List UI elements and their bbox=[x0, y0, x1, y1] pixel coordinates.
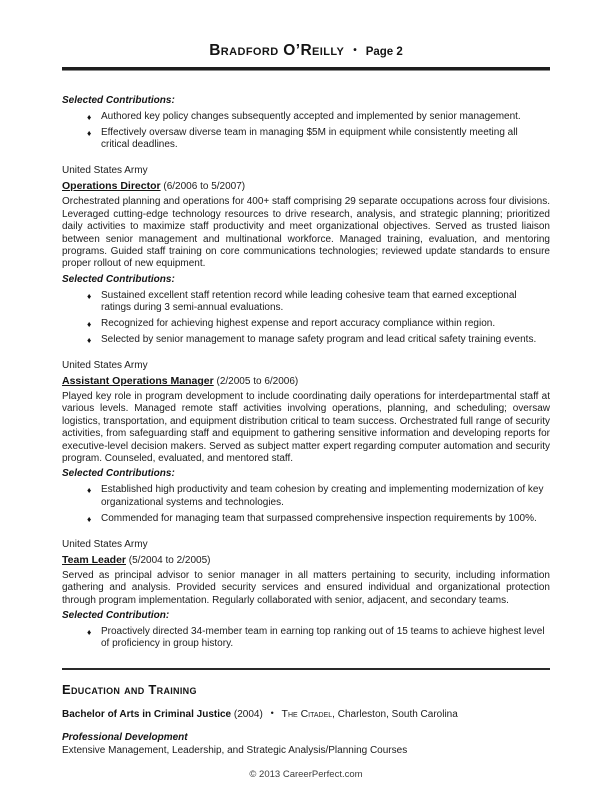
employer-name: United States Army bbox=[62, 538, 148, 550]
job-dates: (6/2006 to 5/2007) bbox=[163, 181, 246, 193]
diamond-bullet-icon: ♦ bbox=[87, 627, 92, 638]
job-title-line bbox=[62, 374, 550, 389]
copyright-footer bbox=[62, 769, 550, 780]
carryover-contributions-section bbox=[62, 95, 550, 151]
diamond-bullet-icon: ♦ bbox=[87, 485, 92, 496]
bullet-text: Effectively oversaw diverse team in managing $5M in equipment while consistently meeting all critical deadlines. bbox=[101, 126, 518, 151]
diamond-bullet-icon: ♦ bbox=[87, 334, 92, 345]
bullet-text: Authored key policy changes subsequently accepted and implemented by senior management. bbox=[101, 111, 521, 122]
bullet-text: Proactively directed 34-member team in earning top ranking out of 15 teams to achieve highest level of proficiency in group history. bbox=[101, 626, 545, 650]
list-item bbox=[62, 290, 550, 315]
school-location: , Charleston, South Carolina bbox=[332, 708, 458, 720]
professional-development-heading: Professional Development bbox=[62, 731, 188, 743]
school-name: The Citadel bbox=[281, 707, 333, 720]
bullet-text: Sustained excellent staff retention record while leading cohesive team that earned exceptional ratings during 3 semi-annual evaluations. bbox=[101, 289, 517, 314]
employer-name: United States Army bbox=[62, 165, 148, 177]
diamond-bullet-icon: ♦ bbox=[87, 127, 92, 138]
job-entry-team-leader bbox=[62, 538, 550, 651]
job-summary: Played key role in program development to include coordinating daily operations for interdepartmental staff at various levels. Managed remote staff activities involving operations, planning, and scheduling; oversaw logistics, transportation, and equipment distribution critical to team success. Orchestrated full range of security activities, from safeguarding staff and equipment to gathering sensitive information and developing reports for executive-level decision makers. Served as subject matter expert regarding computer automation and security program. Counseled, evaluated, and mentored staff. bbox=[62, 391, 550, 465]
job-entry-assistant-operations-manager bbox=[62, 359, 550, 525]
diamond-bullet-icon: ♦ bbox=[87, 513, 92, 524]
list-item bbox=[62, 127, 550, 152]
header-rule bbox=[62, 67, 550, 71]
job-dates: (2/2005 to 6/2006) bbox=[216, 376, 299, 388]
degree-bullet-separator: • bbox=[270, 707, 274, 718]
contributions-heading: Selected Contributions: bbox=[62, 95, 175, 106]
list-item bbox=[62, 484, 550, 509]
candidate-name: Bradford O’Reilly bbox=[209, 42, 345, 59]
education-heading: Education and Training bbox=[62, 681, 197, 697]
job-title: Team Leader bbox=[62, 553, 126, 566]
job-entry-operations-director bbox=[62, 164, 550, 346]
job-title: Operations Director bbox=[62, 180, 161, 193]
job-title-line bbox=[62, 553, 550, 568]
header-bullet-separator: • bbox=[353, 45, 357, 56]
bullet-text: Selected by senior management to manage safety program and lead critical safety training events. bbox=[101, 333, 537, 345]
diamond-bullet-icon: ♦ bbox=[87, 290, 92, 301]
bullet-text: Commended for managing team that surpassed comprehensive inspection requirements by 100%. bbox=[101, 512, 537, 524]
diamond-bullet-icon: ♦ bbox=[87, 318, 92, 329]
contributions-heading: Selected Contributions: bbox=[62, 468, 175, 480]
bullet-text: Recognized for achieving highest expense and report accuracy compliance within region. bbox=[101, 317, 496, 329]
job-summary: Served as principal advisor to senior manager in all matters pertaining to security, including information gathering and analysis. Provided security services and ensured individual and organizational protection through program implementation. Regularly collaborated with senior, adjacent, and secondary teams. bbox=[62, 569, 550, 606]
job-summary: Orchestrated planning and operations for 400+ staff comprising 29 separate occupations across four divisions. Leveraged cutting-edge technology resources to drive research, analysis, and strategic planning; prioritized daily activities to maximize staff productivity and meet organizational objectives. Served as trusted liaison between senior management and multinational workforce. Managed training, evaluation, and mentoring programs. Guided staff training on core communications technologies; reviewed update standards to ensure proper rollout of new equipment. bbox=[62, 196, 550, 270]
job-title-line bbox=[62, 179, 550, 194]
employer-name: United States Army bbox=[62, 360, 148, 372]
job-dates: (5/2004 to 2/2005) bbox=[128, 554, 211, 566]
page-number-label: Page 2 bbox=[365, 46, 403, 58]
job-title: Assistant Operations Manager bbox=[62, 375, 214, 388]
courses-text: Extensive Management, Leadership, and Strategic Analysis/Planning Courses bbox=[62, 745, 408, 757]
degree-line bbox=[62, 707, 550, 721]
list-item bbox=[62, 626, 550, 651]
page-header bbox=[62, 42, 550, 60]
list-item bbox=[62, 334, 550, 346]
bullet-text: Established high productivity and team cohesion by creating and implementing modernization of key organizational systems and technologies. bbox=[101, 484, 544, 508]
contributions-heading: Selected Contribution: bbox=[62, 610, 170, 622]
contributions-heading: Selected Contributions: bbox=[62, 273, 175, 285]
list-item bbox=[62, 111, 550, 123]
education-section-rule bbox=[62, 668, 550, 670]
degree-year: (2004) bbox=[233, 708, 263, 720]
list-item bbox=[62, 513, 550, 525]
education-section bbox=[62, 682, 550, 758]
copyright-text: © 2013 CareerPerfect.com bbox=[249, 768, 363, 780]
degree-name: Bachelor of Arts in Criminal Justice bbox=[62, 708, 232, 720]
list-item bbox=[62, 318, 550, 330]
diamond-bullet-icon: ♦ bbox=[87, 112, 92, 122]
